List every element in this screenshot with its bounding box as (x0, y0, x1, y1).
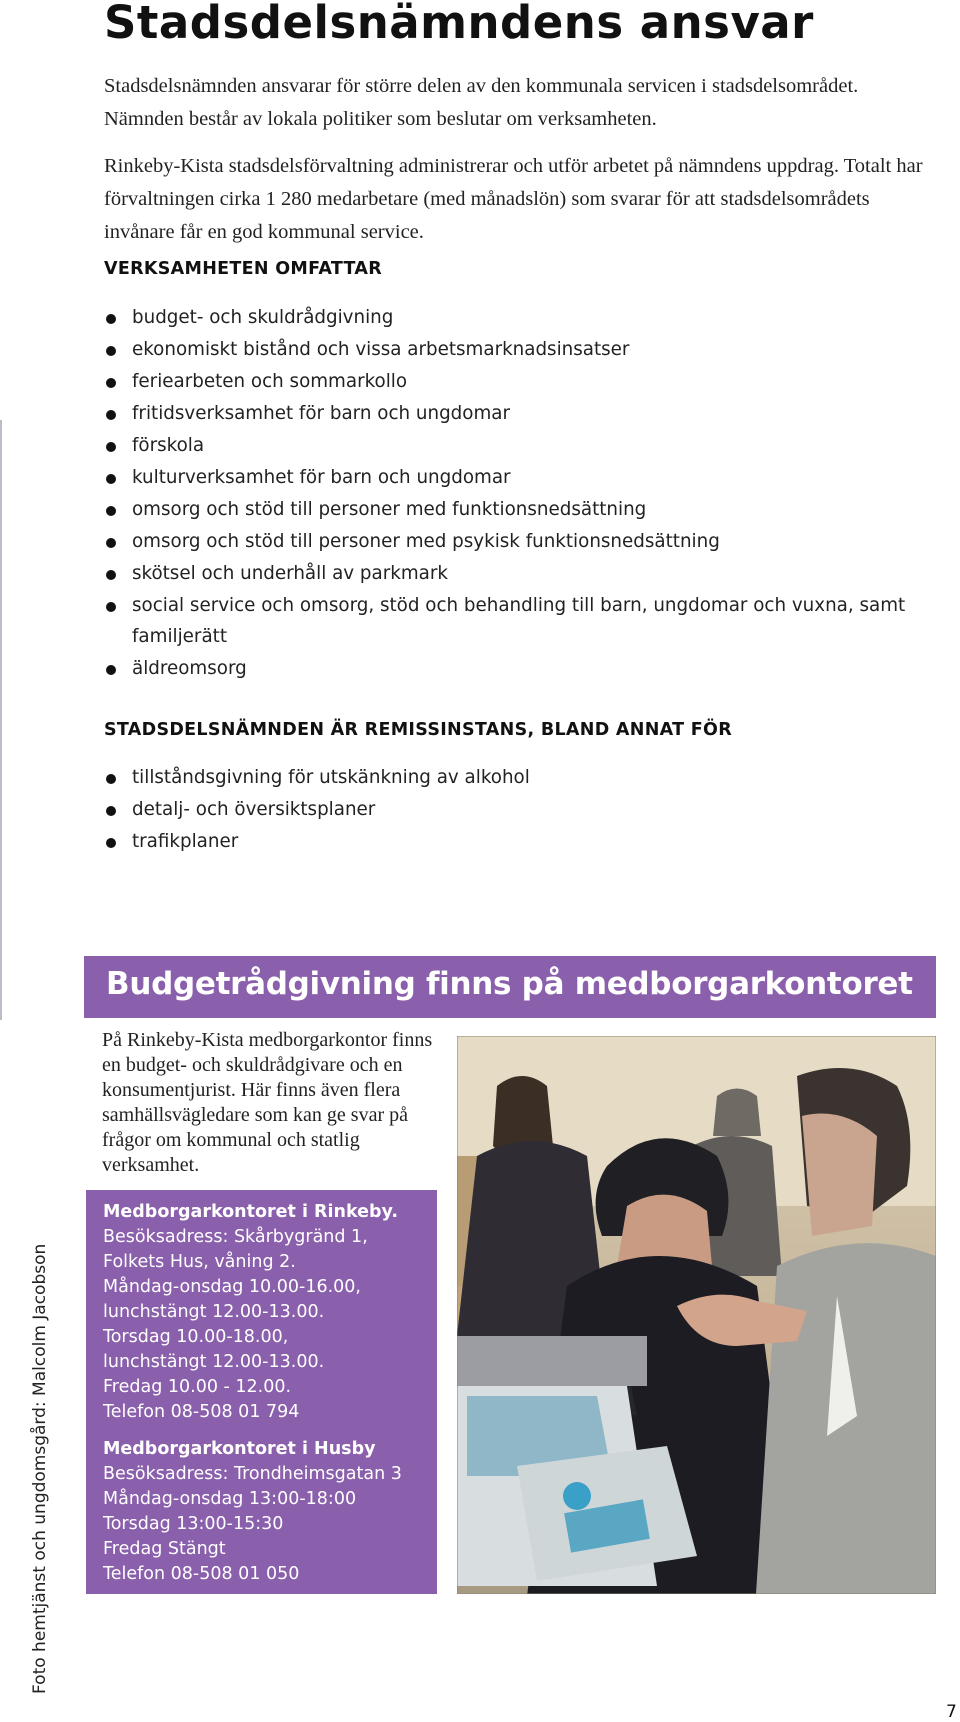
office-name: Medborgarkontoret i Rinkeby. (103, 1202, 398, 1222)
office-info-box (86, 1190, 437, 1594)
list-item: budget- och skuldrådgivning (104, 302, 924, 333)
office-line: lunchstängt 12.00-13.00. (103, 1302, 325, 1322)
list-item: social service och omsorg, stöd och behandling till barn, ungdomar och vuxna, samt familjerätt (104, 590, 924, 652)
office-husby (103, 1437, 437, 1587)
office-line: lunchstängt 12.00-13.00. (103, 1352, 325, 1372)
list-item: detalj- och översiktsplaner (104, 794, 924, 825)
office-line: Besöksadress: Trondheimsgatan 3 (103, 1464, 402, 1484)
office-phone: Telefon 08-508 01 794 (103, 1402, 300, 1422)
list-item: trafikplaner (104, 826, 924, 857)
list-item: kulturverksamhet för barn och ungdomar (104, 462, 924, 493)
intro-paragraph-1: Stadsdelsnämnden ansvarar för större delen av den kommunala servicen i stadsdelsområdet. Nämnden består av lokala politiker som beslutar om verksamheten. (104, 75, 859, 130)
remiss-heading: STADSDELSNÄMNDEN ÄR REMISSINSTANS, BLAND ANNAT FÖR (104, 720, 732, 740)
activities-heading: VERKSAMHETEN OMFATTAR (104, 259, 382, 279)
office-line: Folkets Hus, våning 2. (103, 1252, 296, 1272)
intro-paragraph-2: Rinkeby-Kista stadsdelsförvaltning administrerar och utför arbetet på nämndens uppdrag. Totalt har förvaltningen cirka 1 280 medarbetare (med månadslön) som svarar för att stadsdelsområdets invånare får en god kommunal service. (104, 155, 923, 243)
activities-list (104, 302, 924, 685)
office-rinkeby (103, 1200, 437, 1425)
list-item: feriearbeten och sommarkollo (104, 366, 924, 397)
page-title: Stadsdelsnämndens ansvar (104, 0, 814, 49)
list-item: omsorg och stöd till personer med psykisk funktionsnedsättning (104, 526, 924, 557)
office-line: Fredag Stängt (103, 1539, 226, 1559)
photo-credit: Foto hemtjänst och ungdomsgård: Malcolm Jacobson (30, 1243, 50, 1694)
office-line: Fredag 10.00 - 12.00. (103, 1377, 292, 1397)
page-edge-line (0, 420, 2, 1020)
budget-description: På Rinkeby-Kista medborgarkontor finns en budget- och skuldrådgivare och en konsumentjurist. Här finns även flera samhällsvägledare som kan ge svar på frågor om kommunal och statlig verksamhet. (102, 1029, 433, 1176)
office-photo (457, 1036, 936, 1594)
list-item: tillståndsgivning för utskänkning av alkohol (104, 762, 924, 793)
office-line: Besöksadress: Skårbygränd 1, (103, 1227, 368, 1247)
page-number: 7 (946, 1702, 957, 1722)
office-name: Medborgarkontoret i Husby (103, 1439, 376, 1459)
office-line: Torsdag 10.00-18.00, (103, 1327, 289, 1347)
list-item: skötsel och underhåll av parkmark (104, 558, 924, 589)
list-item: äldreomsorg (104, 653, 924, 684)
office-line: Måndag-onsdag 10.00-16.00, (103, 1277, 361, 1297)
office-line: Torsdag 13:00-15:30 (103, 1514, 284, 1534)
remiss-list (104, 762, 924, 858)
budget-banner (84, 956, 936, 1018)
office-line: Måndag-onsdag 13:00-18:00 (103, 1489, 357, 1509)
banner-title: Budgetrådgivning finns på medborgarkontoret (106, 966, 913, 1002)
list-item: omsorg och stöd till personer med funktionsnedsättning (104, 494, 924, 525)
list-item: ekonomiskt bistånd och vissa arbetsmarknadsinsatser (104, 334, 924, 365)
list-item: fritidsverksamhet för barn och ungdomar (104, 398, 924, 429)
office-phone: Telefon 08-508 01 050 (103, 1564, 300, 1584)
list-item: förskola (104, 430, 924, 461)
